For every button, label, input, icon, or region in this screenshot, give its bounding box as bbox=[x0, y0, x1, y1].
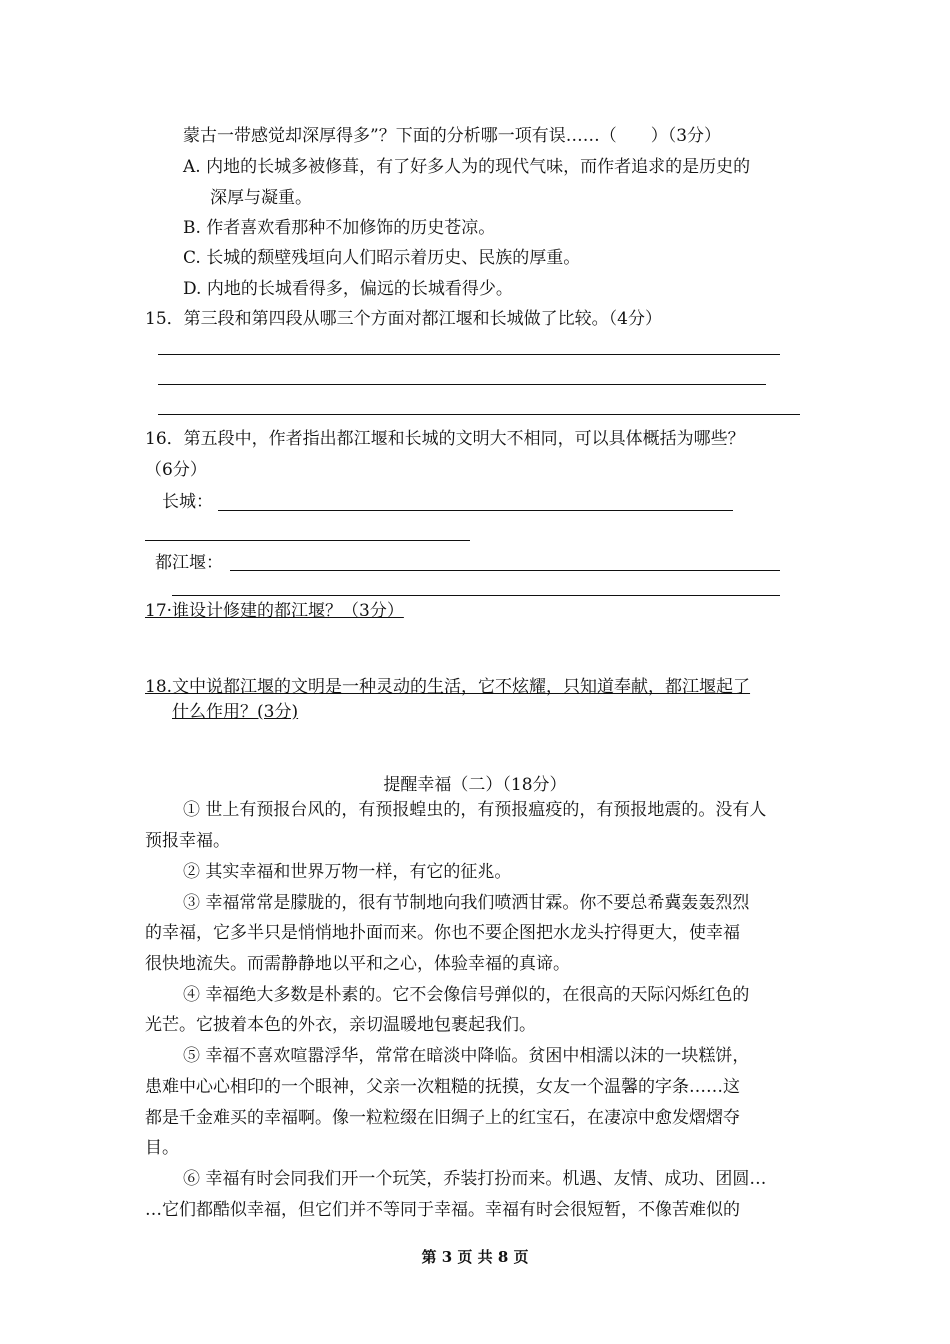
passage-paragraph-1-line1: ① 世上有预报台风的，有预报蝗虫的，有预报瘟疫的，有预报地震的。没有人 bbox=[183, 800, 767, 820]
q18-question-line1: 18.文中说都江堰的文明是一种灵动的生活，它不炫耀，只知道奉献，都江堰起了 bbox=[145, 677, 751, 697]
q16-great-wall-answer-line-2 bbox=[145, 540, 470, 541]
passage-paragraph-5-line4: 目。 bbox=[145, 1138, 179, 1158]
passage-paragraph-4-line1: ④ 幸福绝大多数是朴素的。它不会像信号弹似的，在很高的天际闪烁红色的 bbox=[183, 985, 750, 1005]
q14-option-b: B. 作者喜欢看那种不加修饰的历史苍凉。 bbox=[183, 218, 496, 238]
q15-question: 15．第三段和第四段从哪三个方面对都江堰和长城做了比较。（4分） bbox=[145, 309, 662, 329]
q15-answer-line-1 bbox=[158, 354, 780, 355]
q14-option-c: C. 长城的颓壁残垣向人们昭示着历史、民族的厚重。 bbox=[183, 248, 581, 268]
passage-paragraph-6-line1: ⑥ 幸福有时会同我们开一个玩笑，乔装打扮而来。机遇、友情、成功、团圆… bbox=[183, 1169, 767, 1189]
q16-great-wall-answer-line-1 bbox=[218, 510, 733, 511]
q16-dujiangyan-label: 都江堰： bbox=[155, 553, 223, 573]
q14-option-a-line1: A. 内地的长城多被修葺，有了好多人为的现代气味，而作者追求的是历史的 bbox=[183, 157, 751, 177]
q18-question-line2: 什么作用？(3分) bbox=[172, 702, 299, 722]
passage-title: 提醒幸福（二）（18分） bbox=[383, 775, 567, 795]
q16-dujiangyan-answer-line-1 bbox=[230, 570, 780, 571]
q16-question-line1: 16．第五段中，作者指出都江堰和长城的文明大不相同，可以具体概括为哪些？ bbox=[145, 429, 745, 449]
page-number-footer: 第 3 页 共 8 页 bbox=[421, 1248, 529, 1266]
passage-paragraph-3-line1: ③ 幸福常常是朦胧的，很有节制地向我们喷洒甘霖。你不要总希冀轰轰烈烈 bbox=[183, 893, 750, 913]
passage-paragraph-3-line3: 很快地流失。而需静静地以平和之心，体验幸福的真谛。 bbox=[145, 954, 570, 974]
q15-answer-line-2 bbox=[158, 384, 766, 385]
q14-stem-continuation: 蒙古一带感觉却深厚得多”？下面的分析哪一项有误……（ ）（3分） bbox=[183, 126, 722, 146]
q17-question: 17·谁设计修建的都江堰？（3分） bbox=[145, 601, 404, 621]
q16-great-wall-label: 长城： bbox=[162, 492, 213, 512]
passage-paragraph-5-line1: ⑤ 幸福不喜欢喧嚣浮华，常常在暗淡中降临。贫困中相濡以沫的一块糕饼， bbox=[183, 1046, 750, 1066]
passage-paragraph-3-line2: 的幸福，它多半只是悄悄地扑面而来。你也不要企图把水龙头拧得更大，使幸福 bbox=[145, 923, 740, 943]
passage-paragraph-5-line2: 患难中心心相印的一个眼神，父亲一次粗糙的抚摸，女友一个温馨的字条……这 bbox=[145, 1077, 740, 1097]
q14-option-d: D. 内地的长城看得多，偏远的长城看得少。 bbox=[183, 279, 513, 299]
q16-question-line2: （6分） bbox=[145, 460, 207, 480]
q14-option-a-line2: 深厚与凝重。 bbox=[210, 188, 312, 208]
passage-paragraph-6-line2: …它们都酷似幸福，但它们并不等同于幸福。幸福有时会很短暂，不像苦难似的 bbox=[145, 1200, 740, 1220]
passage-paragraph-2: ② 其实幸福和世界万物一样，有它的征兆。 bbox=[183, 862, 512, 882]
passage-paragraph-4-line2: 光芒。它披着本色的外衣，亲切温暖地包裹起我们。 bbox=[145, 1015, 536, 1035]
q16-dujiangyan-answer-line-2 bbox=[172, 595, 780, 596]
passage-paragraph-5-line3: 都是千金难买的幸福啊。像一粒粒缀在旧绸子上的红宝石，在凄凉中愈发熠熠夺 bbox=[145, 1108, 740, 1128]
q15-answer-line-3 bbox=[158, 414, 800, 415]
passage-paragraph-1-line2: 预报幸福。 bbox=[145, 831, 230, 851]
